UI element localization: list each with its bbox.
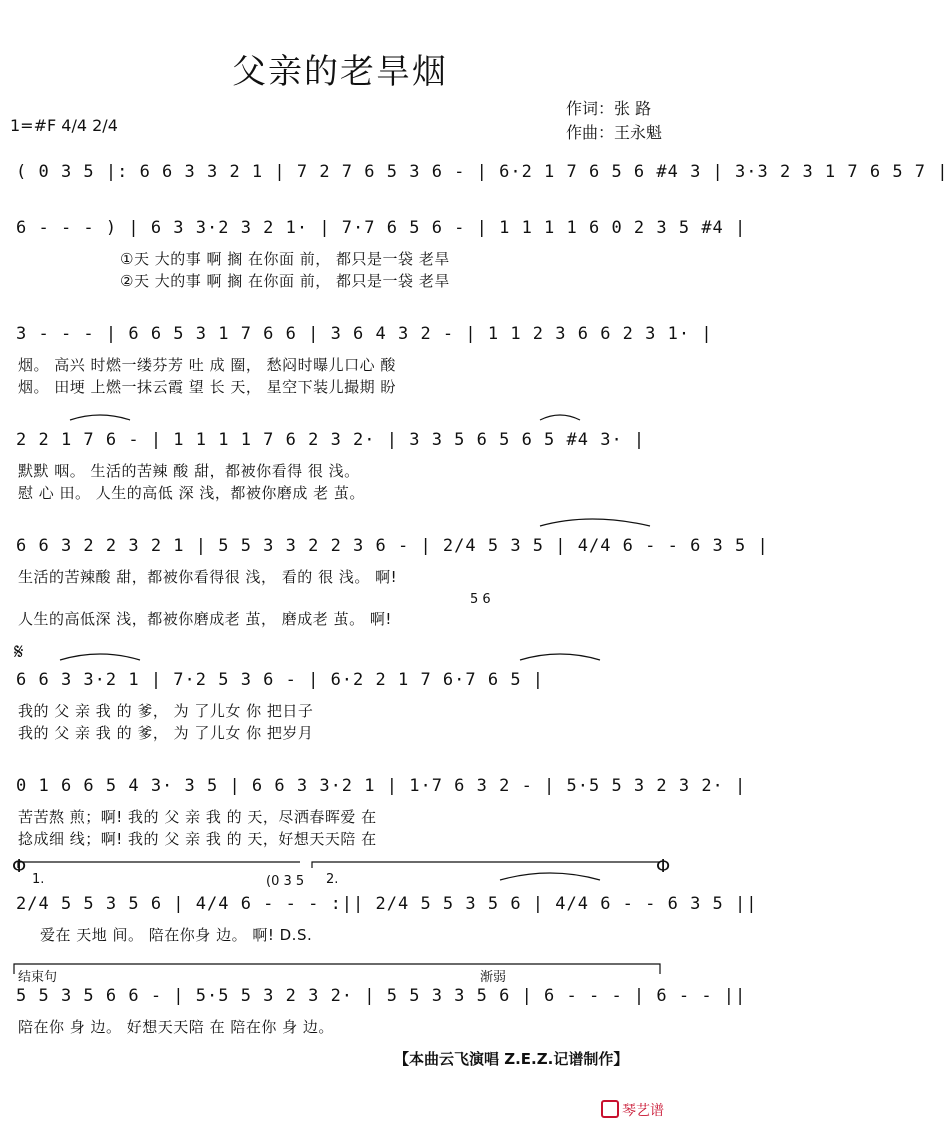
lyric-row-8: 爱在 天地 间。 陪在你身 边。 啊! D.S. [40, 926, 313, 944]
fade-label: 渐弱 [480, 970, 507, 985]
composer-credit: 作曲：王永魁 [566, 123, 663, 142]
lyric-row-2-verse-1: ①天 大的事 啊 搁 在你面 前， 都只是一袋 老旱 [120, 250, 450, 268]
notation-row-4: 2 2 1 7 6 - | 1 1 1 1 7 6 2 3 2· | 3 3 5 6 5 6 5 #4 3· | [16, 430, 646, 450]
lyric-row-3-verse-2: 烟。 田埂 上燃一抹云霞 望 长 天， 星空下装儿撮期 盼 [18, 378, 396, 396]
lyric-row-7-verse-1: 苦苦熬 煎；啊! 我的 父 亲 我 的 天，尽洒春晖爱 在 [18, 808, 377, 826]
notation-row-7: 0 1 6 6 5 4 3· 3 5 | 6 6 3 3·2 1 | 1·7 6 3 2 - | 5·5 5 3 2 3 2· | [16, 776, 747, 796]
lyric-row-4-verse-1: 默默 咽。 生活的苦辣 酸 甜，都被你看得 很 浅。 [18, 462, 360, 480]
coda-sign-left: Φ [12, 856, 27, 877]
volta-2: 2. [326, 872, 339, 887]
segno-sign: 𝄋 [14, 640, 24, 665]
lyric-row-6-verse-2: 我的 父 亲 我 的 爹， 为 了儿女 你 把岁月 [18, 724, 314, 742]
volta-1: 1. [32, 872, 45, 887]
notation-row-6: 6 6 3 3·2 1 | 7·2 5 3 6 - | 6·2 2 1 7 6·7 6 5 | [16, 670, 545, 690]
lyric-row-7-verse-2: 捻成细 线；啊! 我的 父 亲 我 的 天，好想天天陪 在 [18, 830, 377, 848]
ending-label: 结束句 [18, 970, 58, 985]
lyric-row-2-verse-2: ②天 大的事 啊 搁 在你面 前， 都只是一袋 老旱 [120, 272, 450, 290]
notation-row-9: 5 5 3 5 6 6 - | 5·5 5 3 2 3 2· | 5 5 3 3 5 6 | 6 - - - | 6 - - || [16, 986, 747, 1006]
lyric-row-5-verse-2: 人生的高低深 浅，都被你磨成老 茧， 磨成老 茧。 啊! [18, 610, 392, 628]
notation-row-5: 6 6 3 2 2 3 2 1 | 5 5 3 3 2 2 3 6 - | 2/4 5 3 5 | 4/4 6 - - 6 3 5 | [16, 536, 769, 556]
lyric-row-9: 陪在你 身 边。 好想天天陪 在 陪在你 身 边。 [18, 1018, 334, 1036]
lyric-row-3-verse-1: 烟。 高兴 时燃一缕芬芳 吐 成 圈， 愁闷时曝儿口心 酸 [18, 356, 396, 374]
notation-row-1: ( 0 3 5 |: 6 6 3 3 2 1 | 7 2 7 6 5 3 6 - | 6·2 1 7 6 5 6 #4 3 | 3·3 2 3 1 7 6 5 7 | [16, 162, 949, 182]
coda-sign-right: Φ [656, 856, 671, 877]
lyricist-credit: 作词：张 路 [566, 99, 652, 118]
notation-row-2: 6 - - - ) | 6 3 3·2 3 2 1· | 7·7 6 5 6 - | 1 1 1 1 6 0 2 3 5 #4 | [16, 218, 747, 238]
alternate-notes: 5 6 [470, 592, 491, 607]
page-title: 父亲的老旱烟 [232, 52, 448, 92]
lyric-row-5-verse-1: 生活的苦辣酸 甜，都被你看得很 浅， 看的 很 浅。 啊! [18, 568, 398, 586]
pickup-notes: (0 3 5 [266, 874, 305, 889]
lyric-row-4-verse-2: 慰 心 田。 人生的高低 深 浅，都被你磨成 老 茧。 [18, 484, 365, 502]
footer-credit: 【本曲云飞演唱 Z.E.Z.记谱制作】 [394, 1050, 629, 1068]
logo-text: 琴艺谱 [622, 1103, 664, 1119]
notation-row-8: 2/4 5 5 3 5 6 | 4/4 6 - - - :|| 2/4 5 5 3 5 6 | 4/4 6 - - 6 3 5 || [16, 894, 758, 914]
key-signature: 1=#F 4/4 2/4 [10, 116, 118, 135]
notation-row-3: 3 - - - | 6 6 5 3 1 7 6 6 | 3 6 4 3 2 - | 1 1 2 3 6 6 2 3 1· | [16, 324, 713, 344]
lyric-row-6-verse-1: 我的 父 亲 我 的 爹， 为 了儿女 你 把日子 [18, 702, 314, 720]
